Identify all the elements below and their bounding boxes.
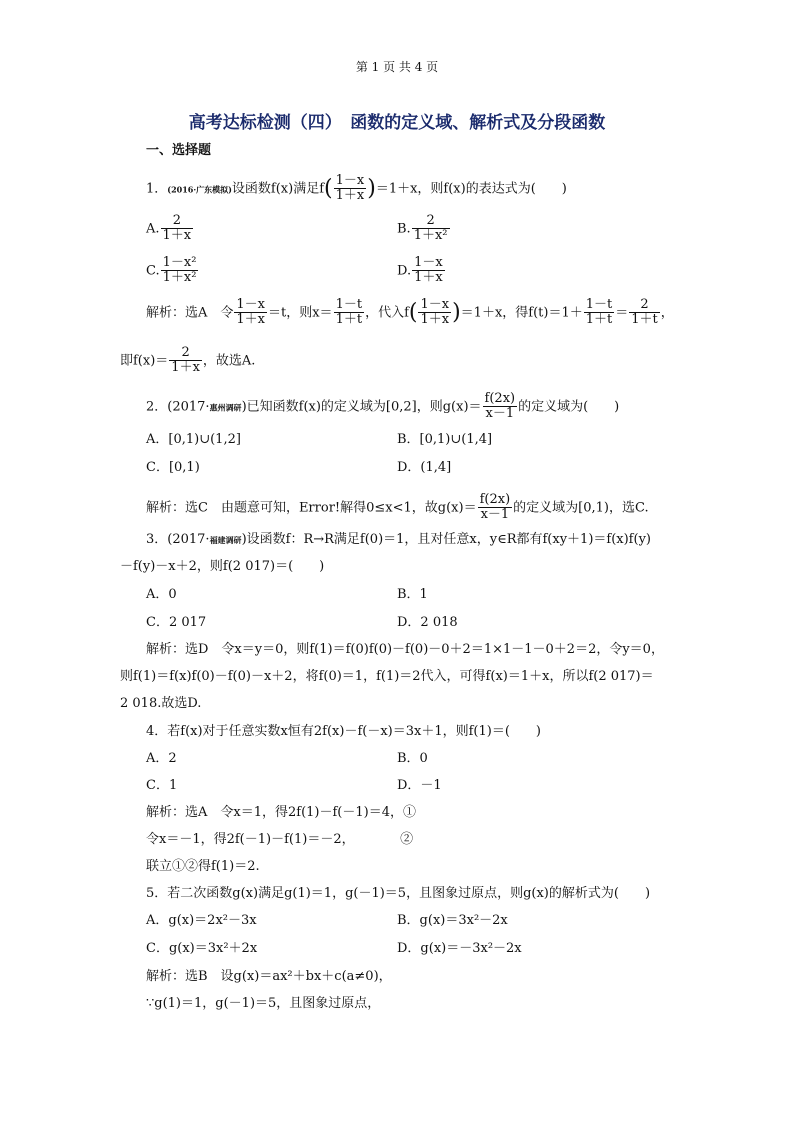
question-4: 4．若f(x)对于任意实数x恒有2f(x)－f(－x)＝3x＋1，则f(1)＝( ) <box>146 724 541 739</box>
solution-4-line-3: 联立①②得f(1)＝2. <box>146 859 260 874</box>
option-b: B．0 <box>397 751 428 766</box>
solution-3-line-1: 解析：选D 令x＝y＝0，则f(1)＝f(0)f(0)－f(0)－0＋2＝1×1－1－0＋2＝2，令y＝0， <box>146 642 664 657</box>
option-b: B．1 <box>397 587 428 602</box>
option-d: D．2 018 <box>397 615 458 630</box>
option-d: D．－1 <box>397 778 442 793</box>
option-b: B．[0,1)∪(1,4] <box>397 432 493 447</box>
option-c: C. $\frac{\text{1－x²}}{\text{1＋x²}}$ <box>146 255 197 286</box>
option-b: B．g(x)＝3x²－2x <box>397 913 508 928</box>
option-c: C．g(x)＝3x²＋2x <box>146 941 258 956</box>
document-title: 高考达标检测（四） 函数的定义域、解析式及分段函数 <box>188 113 606 133</box>
option-a: A. $\frac{2}{1+x}$ <box>146 213 192 244</box>
question-source: 福建调研 <box>209 535 242 545</box>
option-a: A．2 <box>146 751 177 766</box>
question-3-line-2: －f(y)－x＋2，则f(2 017)＝( ) <box>120 559 325 574</box>
option-a: A．g(x)＝2x²－3x <box>146 913 257 928</box>
option-a: A．[0,1)∪(1,2] <box>146 432 241 447</box>
question-5: 5．若二次函数g(x)满足g(1)＝1，g(－1)＝5，且图象过原点，则g(x)的解析式为( ) <box>146 886 651 901</box>
question-2: 2．(2017·惠州调研)已知函数f(x)的定义域为[0,2]，则g(x)＝ $\frac{f(2x)}{x-1}$ 的定义域为( ) <box>146 391 620 422</box>
solution-3-line-2: 则f(1)＝f(x)f(0)－f(0)－x＋2，将f(0)＝1，f(1)＝2代入，可得f(x)＝1＋x，所以f(2 017)＝ <box>120 669 654 684</box>
option-d: D．(1,4] <box>397 460 452 475</box>
solution-1-line-1: 解析：选A 令 $\frac{1-x}{1+x}$ ＝t，则x＝ $\frac{1-t}{1+t}$ ，代入f( $\frac{1-x}{1+x}$ )＝1＋x，得f(t)＝1＋ $\frac{1-t}{1+t}$ ＝ $\frac{2}{1+t}$ ， <box>146 297 674 328</box>
question-source: 惠州调研 <box>209 402 242 413</box>
question-3: 3．(2017·福建调研)设函数f：R→R满足f(0)＝1，且对任意x，y∈R都有f(xy＋1)＝f(x)f(y) <box>146 532 651 547</box>
option-c: C．2 017 <box>146 615 207 630</box>
option-c: C．1 <box>146 778 178 793</box>
option-a: A．0 <box>146 587 177 602</box>
solution-1-line-2: 即f(x)＝ $\frac{2}{1+x}$ ，故选A. <box>120 345 256 376</box>
option-d: D. $\frac{1-x}{1+x}$ <box>397 255 443 286</box>
solution-5-line-2: ∵g(1)＝1，g(－1)＝5，且图象过原点， <box>146 996 381 1011</box>
solution-5-line-1: 解析：选B 设g(x)＝ax²＋bx＋c(a≠0)， <box>146 969 392 984</box>
option-c: C．[0,1) <box>146 460 200 475</box>
option-b: B. $\frac{2}{\text{1＋x²}}$ <box>397 213 448 244</box>
page-header: 第 1 页 共 4 页 <box>355 60 439 74</box>
option-d: D．g(x)＝－3x²－2x <box>397 941 522 956</box>
solution-2: 解析：选C 由题意可知，Error!解得0≤x<1，故g(x)＝ $\frac{f(2x)}{x-1}$ 的定义域为[0,1)，选C. <box>146 492 649 523</box>
solution-4-line-1: 解析：选A 令x＝1，得2f(1)－f(－1)＝4，① <box>146 805 416 820</box>
question-source: (2016·广东模拟) <box>167 184 232 195</box>
question-1: 1．(2016·广东模拟)设函数f(x)满足f( $\frac{1-x}{1+x}$ )＝1＋x，则f(x)的表达式为( ) <box>146 173 567 204</box>
solution-3-line-3: 2 018.故选D. <box>120 696 202 711</box>
solution-4-line-2: 令x＝－1，得2f(－1)－f(1)＝－2， ② <box>146 832 414 847</box>
section-heading: 一、选择题 <box>146 143 212 158</box>
fraction: $\frac{1-x}{1+x}$ <box>335 173 365 204</box>
